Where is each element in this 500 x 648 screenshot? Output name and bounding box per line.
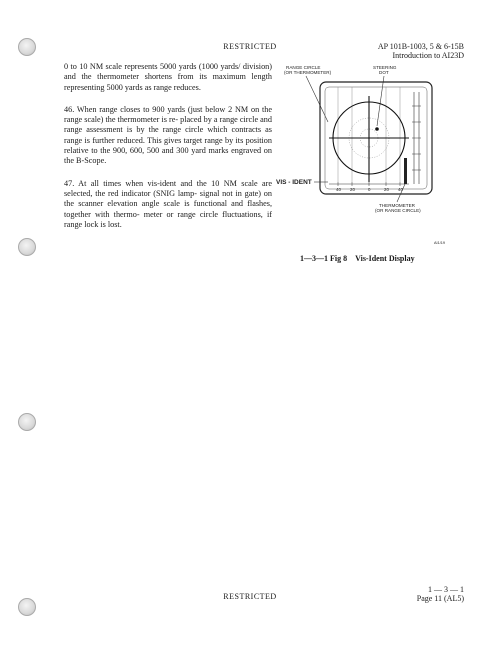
label-thermometer: THERMOMETER — [379, 203, 415, 208]
header-classification: RESTRICTED — [223, 42, 277, 51]
label-vis-ident: VIS - IDENT — [276, 179, 312, 186]
paragraph-46: 46. When range closes to 900 yards (just below 2 NM on the range scale) the thermometer is re- placed by a range circle and range assessment is by the range circle which contracts as range is further reduced. This gives target range by its position relative to the 900, 600, 500 and 300 yard marks engraved on the B-Scope. — [64, 104, 272, 166]
footer-classification: RESTRICTED — [223, 592, 277, 601]
punch-hole-icon — [18, 413, 36, 431]
thermometer-bar — [404, 158, 407, 184]
label-steering: STEERING — [373, 65, 397, 70]
scale-tick-label: 20 — [384, 187, 389, 192]
label-steering-sub: DOT — [379, 70, 389, 75]
label-range-circle: RANGE CIRCLE — [286, 65, 321, 70]
paragraph-continued: 0 to 10 NM scale represents 5000 yards (1000 yards/ division) and the thermometer shortens from its maximum length representing 5000 yards as range reduces. — [64, 62, 272, 92]
scale-tick-label: 40 — [336, 187, 341, 192]
footer-section: 1 — 3 — 1 — [428, 585, 464, 594]
vis-ident-display-diagram — [276, 58, 456, 258]
vis-ident-figure — [276, 58, 456, 258]
drawing-reference: AI1/19 — [434, 241, 445, 245]
caption-title: Vis-Ident Display — [355, 254, 415, 263]
body-text-column — [64, 62, 272, 242]
caption-number: 1—3—1 Fig 8 — [300, 254, 348, 263]
scale-tick-label: 0 — [368, 187, 371, 192]
scale-tick-label: 40 — [398, 187, 403, 192]
steering-dot — [375, 127, 379, 131]
scale-tick-label: 20 — [350, 187, 355, 192]
footer-page-ref — [417, 585, 464, 603]
paragraph-47: 47. At all times when vis-ident and the 10 NM scale are selected, the red indicator (SNIG lamp- signal not in gate) on the scanner elevation angle scale is functional and flashes, together with thermo- meter or range circle fluctuations, if range lock is lost. — [64, 178, 272, 229]
label-range-circle-sub: (OR THERMOMETER) — [284, 70, 332, 75]
punch-hole-icon — [18, 238, 36, 256]
doc-reference: AP 101B-1003, 5 & 6-15B — [377, 42, 464, 51]
footer-page-number: Page 11 (AL5) — [416, 594, 464, 603]
doc-subtitle: Introduction to AI23D — [392, 51, 464, 60]
label-thermometer-sub: (OR RANGE CIRCLE) — [375, 208, 421, 213]
figure-caption — [300, 254, 460, 263]
